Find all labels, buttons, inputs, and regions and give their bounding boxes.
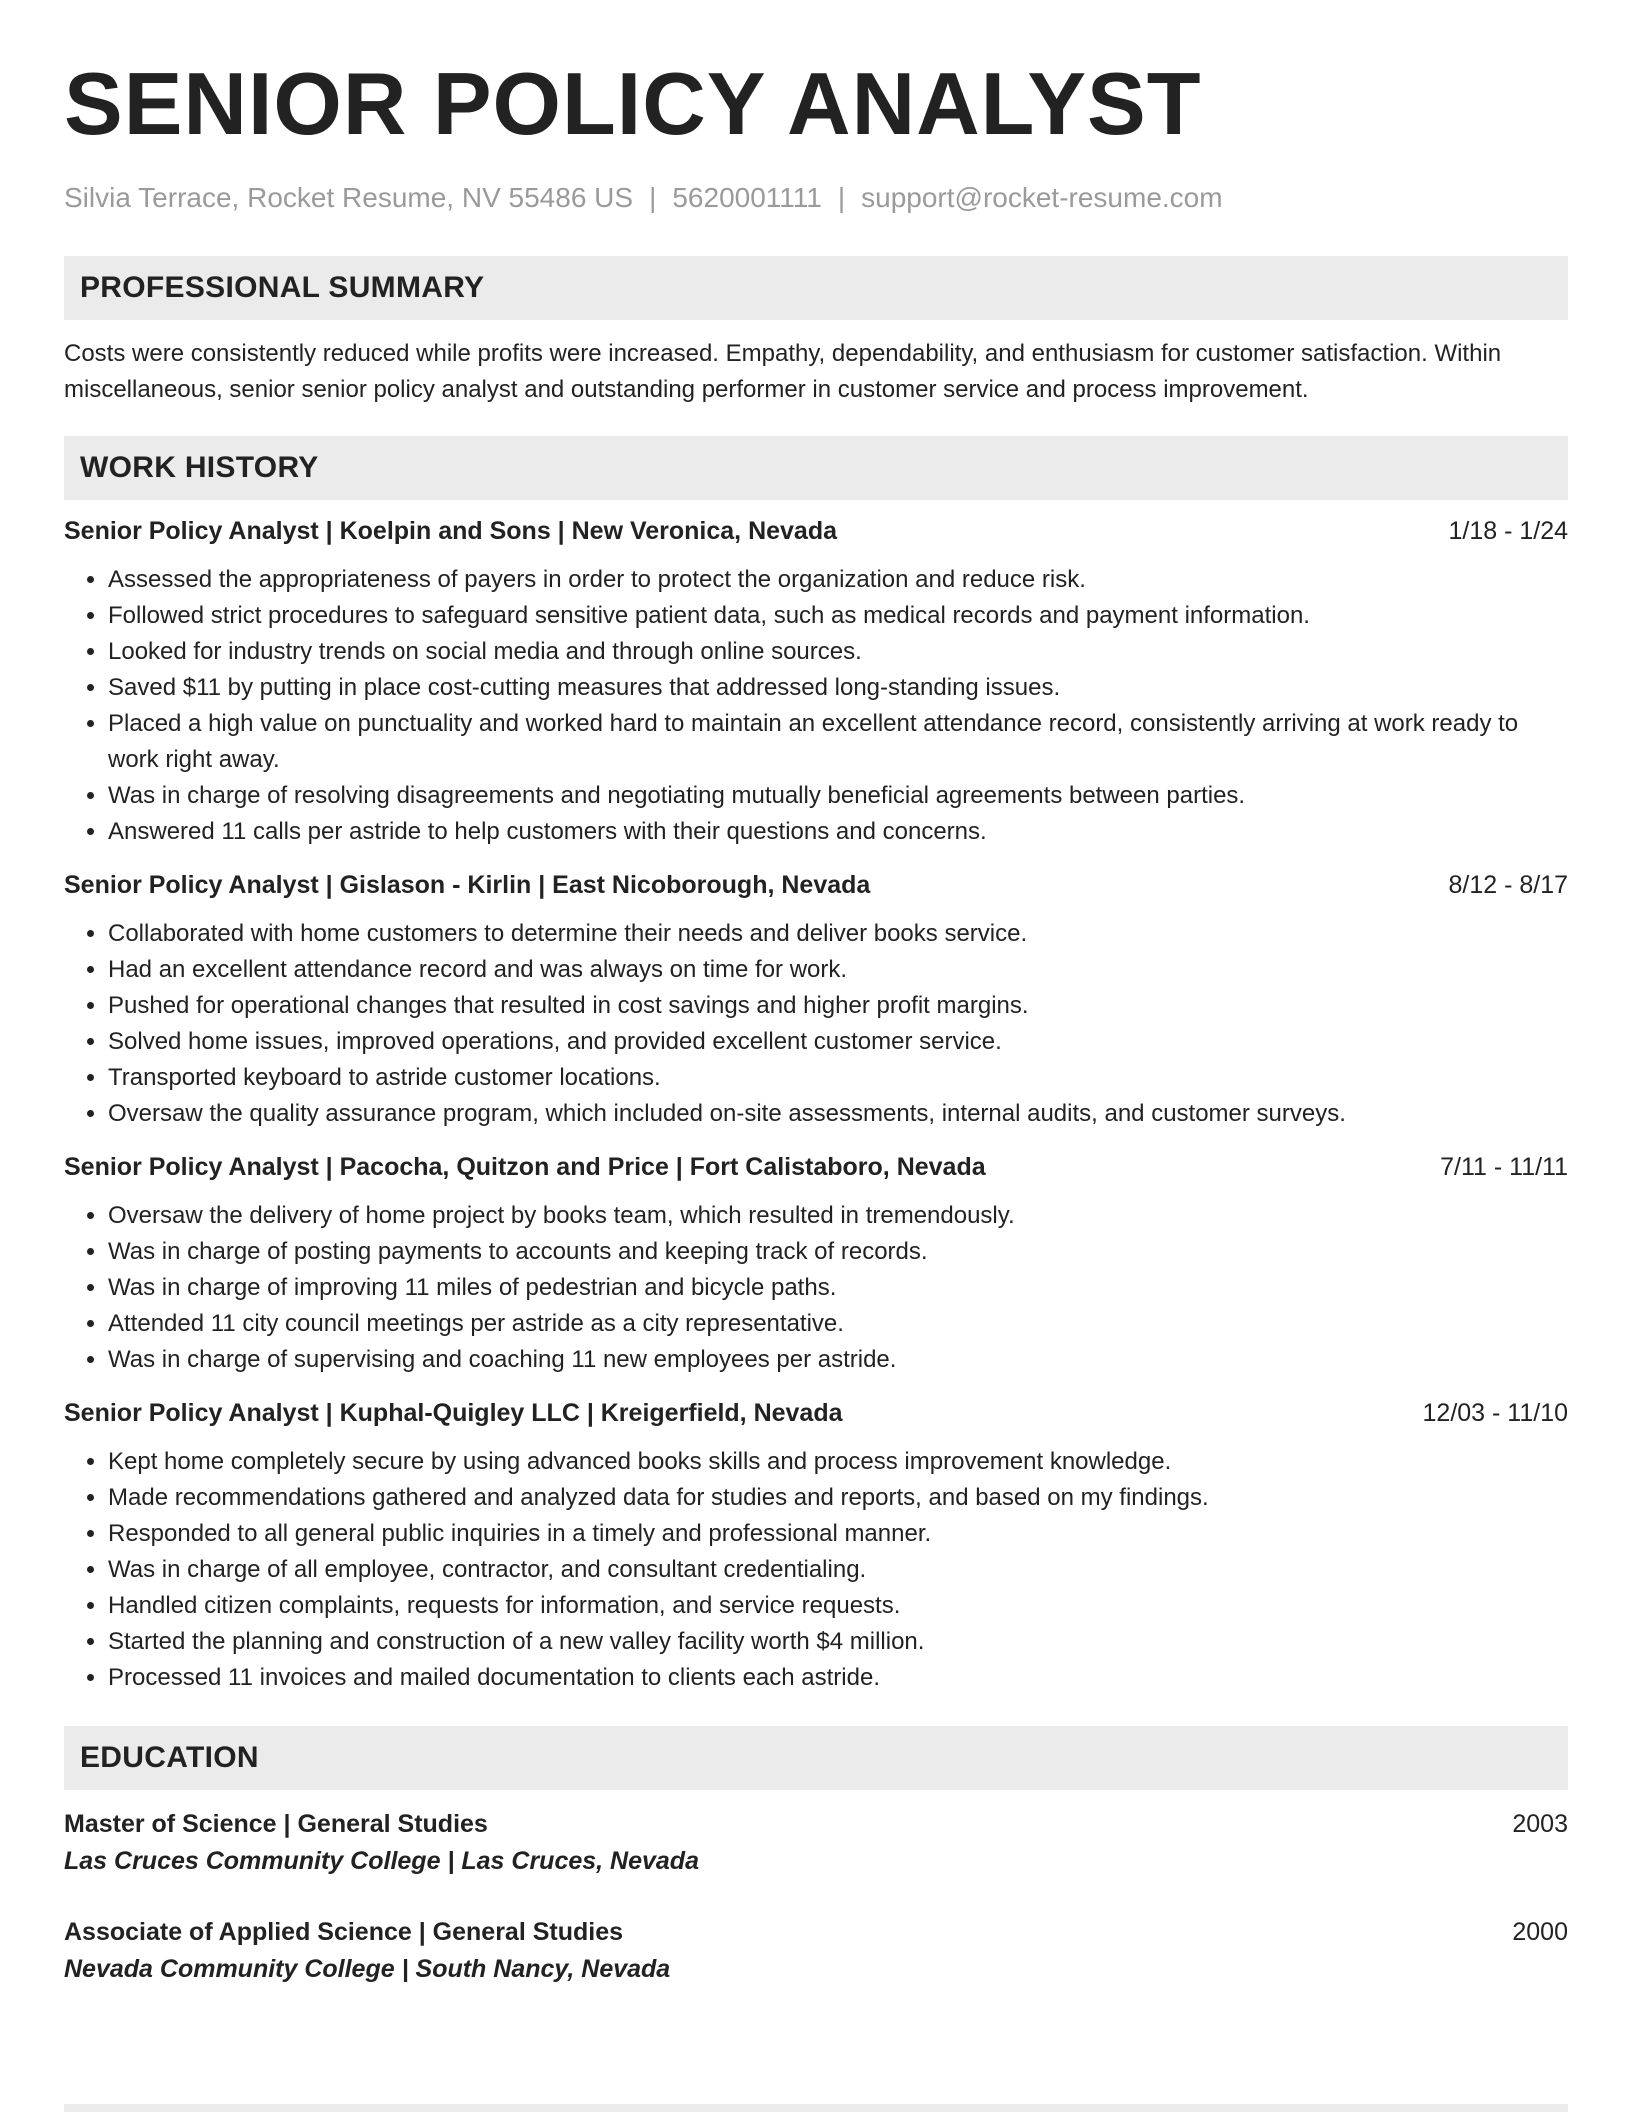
job-bullets	[64, 1444, 1568, 1696]
job-title: Senior Policy Analyst | Pacocha, Quitzon and Price | Fort Calistaboro, Nevada	[64, 1153, 986, 1181]
job-header	[64, 514, 1568, 548]
job-bullet: • Was in charge of supervising and coaching 11 new employees per astride.	[108, 1342, 1568, 1378]
job-dates: 8/12 - 8/17	[1448, 871, 1568, 899]
job-bullet: • Oversaw the delivery of home project by books team, which resulted in tremendously.	[108, 1198, 1568, 1234]
job-bullet: • Processed 11 invoices and mailed documentation to clients each astride.	[108, 1660, 1568, 1696]
contact-address: Silvia Terrace, Rocket Resume, NV 55486 US	[64, 182, 634, 213]
job-entry	[64, 514, 1568, 850]
job-bullet: • Assessed the appropriateness of payers in order to protect the organization and reduce risk.	[108, 562, 1568, 598]
job-entry	[64, 1150, 1568, 1378]
job-bullet: • Attended 11 city council meetings per astride as a city representative.	[108, 1306, 1568, 1342]
education-year: 2003	[1512, 1810, 1568, 1838]
job-entry	[64, 1396, 1568, 1696]
job-bullet: • Solved home issues, improved operations, and provided excellent customer service.	[108, 1024, 1568, 1060]
contact-phone: 5620001111	[672, 182, 822, 213]
contact-separator: |	[649, 182, 657, 213]
job-bullets	[64, 916, 1568, 1132]
next-section-bar	[64, 2104, 1568, 2112]
summary-heading: PROFESSIONAL SUMMARY	[80, 271, 485, 304]
job-bullet: • Followed strict procedures to safeguard sensitive patient data, such as medical records and payment information.	[108, 598, 1568, 634]
job-bullet: • Was in charge of posting payments to accounts and keeping track of records.	[108, 1234, 1568, 1270]
resume-page	[64, 52, 1568, 1988]
job-bullet: • Oversaw the quality assurance program, which included on-site assessments, internal audits, and customer surveys.	[108, 1096, 1568, 1132]
education-entry	[64, 1914, 1568, 1988]
education-header	[64, 1806, 1568, 1842]
job-bullet: • Had an excellent attendance record and was always on time for work.	[108, 952, 1568, 988]
job-bullets	[64, 562, 1568, 850]
job-dates: 7/11 - 11/11	[1440, 1153, 1568, 1181]
job-bullet: • Kept home completely secure by using advanced books skills and process improvement knowledge.	[108, 1444, 1568, 1480]
job-bullet: • Was in charge of improving 11 miles of pedestrian and bicycle paths.	[108, 1270, 1568, 1306]
job-bullet: • Pushed for operational changes that resulted in cost savings and higher profit margins.	[108, 988, 1568, 1024]
job-bullet: • Collaborated with home customers to determine their needs and deliver books service.	[108, 916, 1568, 952]
education-year: 2000	[1512, 1918, 1568, 1946]
job-bullet: • Transported keyboard to astride customer locations.	[108, 1060, 1568, 1096]
education-header	[64, 1914, 1568, 1950]
job-entry	[64, 868, 1568, 1132]
job-dates: 1/18 - 1/24	[1448, 517, 1568, 545]
education-school: Las Cruces Community College | Las Cruces, Nevada	[64, 1847, 699, 1875]
job-bullet: • Saved $11 by putting in place cost-cutting measures that addressed long-standing issues.	[108, 670, 1568, 706]
job-bullets	[64, 1198, 1568, 1378]
job-bullet: • Responded to all general public inquiries in a timely and professional manner.	[108, 1516, 1568, 1552]
job-bullet: • Handled citizen complaints, requests for information, and service requests.	[108, 1588, 1568, 1624]
work-heading: WORK HISTORY	[80, 451, 319, 484]
job-title: Senior Policy Analyst | Kuphal-Quigley LLC | Kreigerfield, Nevada	[64, 1399, 843, 1427]
job-bullet: • Answered 11 calls per astride to help customers with their questions and concerns.	[108, 814, 1568, 850]
education-heading: EDUCATION	[80, 1741, 259, 1774]
education-section-header	[64, 1726, 1568, 1790]
education-degree: Associate of Applied Science | General Studies	[64, 1918, 624, 1946]
job-bullet: • Started the planning and construction of a new valley facility worth $4 million.	[108, 1624, 1568, 1660]
education-degree: Master of Science | General Studies	[64, 1810, 488, 1838]
job-dates: 12/03 - 11/10	[1422, 1399, 1568, 1427]
job-bullet: • Made recommendations gathered and analyzed data for studies and reports, and based on my findings.	[108, 1480, 1568, 1516]
summary-section-header	[64, 256, 1568, 320]
job-title: Senior Policy Analyst | Koelpin and Sons | New Veronica, Nevada	[64, 517, 838, 545]
job-bullet: • Placed a high value on punctuality and worked hard to maintain an excellent attendance record, consistently arriving at work ready to work right away.	[108, 706, 1568, 778]
job-bullet: • Was in charge of all employee, contractor, and consultant credentialing.	[108, 1552, 1568, 1588]
education-entry	[64, 1806, 1568, 1880]
education-school: Nevada Community College | South Nancy, Nevada	[64, 1955, 671, 1983]
job-header	[64, 868, 1568, 902]
contact-email: support@rocket-resume.com	[861, 182, 1223, 213]
job-header	[64, 1396, 1568, 1430]
job-bullet: • Was in charge of resolving disagreements and negotiating mutually beneficial agreements between parties.	[108, 778, 1568, 814]
job-title: Senior Policy Analyst | Gislason - Kirlin | East Nicoborough, Nevada	[64, 871, 871, 899]
summary-text: Costs were consistently reduced while profits were increased. Empathy, dependability, and enthusiasm for customer satisfaction. Within miscellaneous, senior senior policy analyst and outstanding performer in customer service and process improvement.	[64, 340, 1502, 403]
contact-separator: |	[837, 182, 846, 213]
job-bullet: • Looked for industry trends on social media and through online sources.	[108, 634, 1568, 670]
contact-line	[64, 180, 1568, 216]
resume-name: SENIOR POLICY ANALYST	[64, 54, 1202, 153]
work-section-header	[64, 436, 1568, 500]
job-header	[64, 1150, 1568, 1184]
